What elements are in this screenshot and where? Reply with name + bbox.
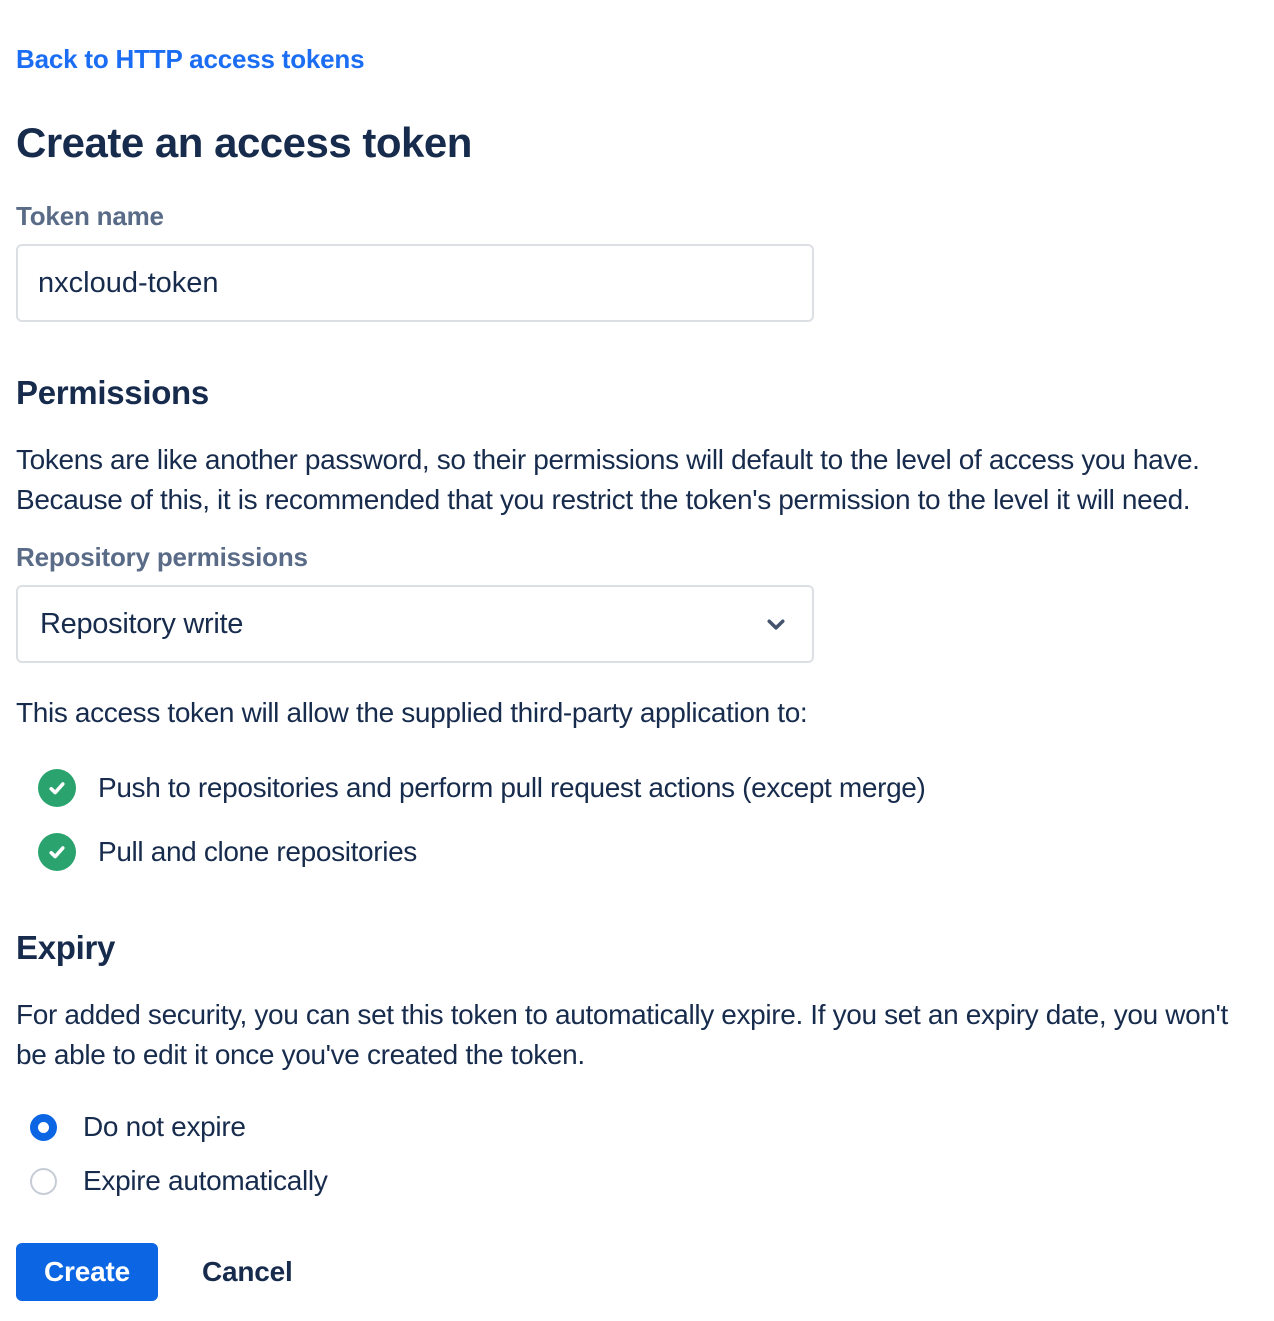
token-name-label: Token name bbox=[16, 201, 164, 231]
radio-option-label: Expire automatically bbox=[83, 1165, 328, 1196]
page-title: Create an access token bbox=[16, 119, 472, 166]
repository-permissions-label: Repository permissions bbox=[16, 542, 308, 572]
radio-option-expire-automatically[interactable] bbox=[16, 1165, 1234, 1197]
radio-option-label: Do not expire bbox=[83, 1111, 246, 1142]
create-button[interactable]: Create bbox=[16, 1243, 158, 1301]
repository-permissions-select[interactable] bbox=[16, 585, 814, 663]
expiry-options bbox=[16, 1111, 1234, 1197]
check-circle-icon bbox=[38, 769, 76, 807]
form-actions bbox=[16, 1243, 1234, 1301]
expiry-description: For added security, you can set this token to automatically expire. If you set an expiry date, you won't be able to edit it once you've created the token. bbox=[16, 999, 1228, 1070]
capability-item-pull bbox=[16, 833, 1234, 871]
token-name-input[interactable] bbox=[16, 244, 814, 322]
radio-button-icon[interactable] bbox=[30, 1168, 57, 1195]
back-link[interactable]: Back to HTTP access tokens bbox=[16, 44, 365, 74]
permissions-description: Tokens are like another password, so their permissions will default to the level of access you have. Because of this, it is recommended that you restrict the token's permission to the level it will need. bbox=[16, 444, 1200, 515]
check-circle-icon bbox=[38, 833, 76, 871]
expiry-heading: Expiry bbox=[16, 929, 116, 966]
capability-list bbox=[16, 769, 1234, 871]
radio-button-icon[interactable] bbox=[30, 1114, 57, 1141]
capability-text: Push to repositories and perform pull request actions (except merge) bbox=[98, 772, 926, 803]
capability-item-push bbox=[16, 769, 1234, 807]
chevron-down-icon bbox=[762, 610, 790, 638]
allow-intro-text: This access token will allow the supplied third-party application to: bbox=[16, 697, 808, 728]
cancel-button[interactable]: Cancel bbox=[201, 1256, 293, 1287]
repository-permissions-selected-value: Repository write bbox=[40, 607, 244, 640]
radio-option-do-not-expire[interactable] bbox=[16, 1111, 1234, 1143]
permissions-heading: Permissions bbox=[16, 374, 209, 411]
capability-text: Pull and clone repositories bbox=[98, 836, 417, 867]
